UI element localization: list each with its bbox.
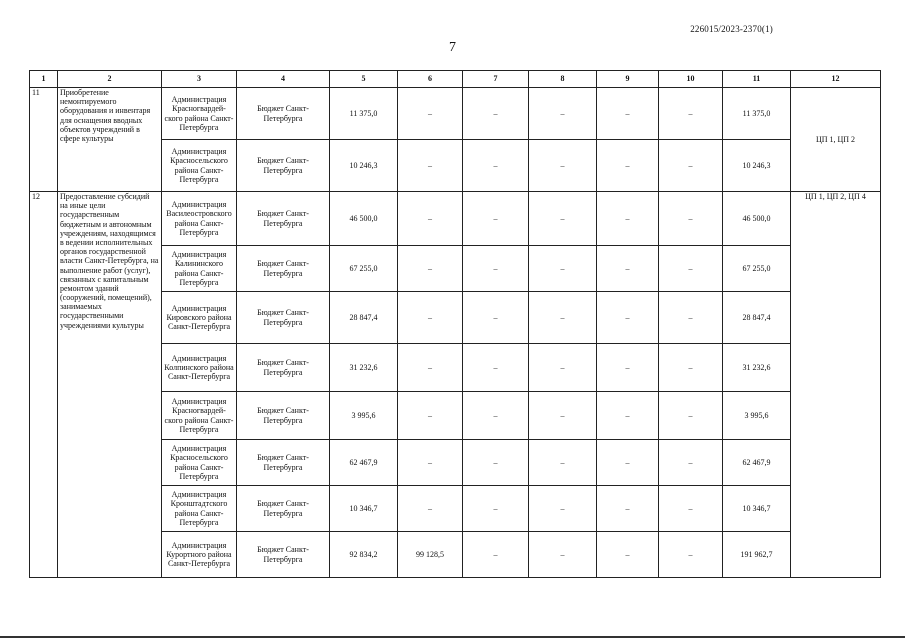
value-cell: – (398, 192, 463, 246)
executor-cell: Администрация Кронштадтского района Санкт-Петербурга (162, 486, 237, 532)
value-cell: 11 375,0 (330, 88, 398, 140)
column-header: 5 (330, 71, 398, 88)
executor-cell: Администрация Кировского района Санкт-Петербурга (162, 292, 237, 344)
empty-value-dash: – (463, 140, 529, 192)
funding-source-cell: Бюджет Санкт-Петербурга (237, 344, 330, 392)
empty-value-dash: – (597, 486, 659, 532)
page-number: 7 (449, 40, 456, 55)
empty-value-dash: – (463, 344, 529, 392)
total-cell: 3 995,6 (723, 392, 791, 440)
total-cell: 191 962,7 (723, 532, 791, 578)
target-indicator-code: ЦП 1, ЦП 2, ЦП 4 (791, 192, 881, 578)
empty-value-dash: – (463, 392, 529, 440)
value-cell: – (398, 486, 463, 532)
empty-value-dash: – (597, 140, 659, 192)
column-header: 7 (463, 71, 529, 88)
empty-value-dash: – (529, 486, 597, 532)
empty-value-dash: – (659, 292, 723, 344)
executor-cell: Администрация Василеостровского района Санкт-Петербурга (162, 192, 237, 246)
value-cell: – (398, 246, 463, 292)
funding-source-cell: Бюджет Санкт-Петербурга (237, 532, 330, 578)
total-cell: 28 847,4 (723, 292, 791, 344)
empty-value-dash: – (463, 532, 529, 578)
item-number: 12 (30, 192, 58, 578)
empty-value-dash: – (597, 344, 659, 392)
funding-source-cell: Бюджет Санкт-Петербурга (237, 486, 330, 532)
item-number: 11 (30, 88, 58, 192)
funding-source-cell: Бюджет Санкт-Петербурга (237, 292, 330, 344)
empty-value-dash: – (597, 532, 659, 578)
empty-value-dash: – (659, 392, 723, 440)
activity-name: Приобретение немонтируемого оборудования и инвентаря для оснащения вводных объектов учреждений в сфере культуры (58, 88, 162, 192)
column-header: 2 (58, 71, 162, 88)
total-cell: 67 255,0 (723, 246, 791, 292)
total-cell: 10 246,3 (723, 140, 791, 192)
value-cell: 62 467,9 (330, 440, 398, 486)
executor-cell: Администрация Калининского района Санкт-Петербурга (162, 246, 237, 292)
target-indicator-code: ЦП 1, ЦП 2 (791, 88, 881, 192)
value-cell: – (398, 292, 463, 344)
table-row (30, 88, 881, 140)
empty-value-dash: – (659, 140, 723, 192)
empty-value-dash: – (529, 140, 597, 192)
empty-value-dash: – (597, 88, 659, 140)
program-activities-table (29, 70, 881, 578)
empty-value-dash: – (659, 246, 723, 292)
column-header: 10 (659, 71, 723, 88)
total-cell: 10 346,7 (723, 486, 791, 532)
empty-value-dash: – (529, 440, 597, 486)
value-cell: 31 232,6 (330, 344, 398, 392)
column-header: 12 (791, 71, 881, 88)
value-cell: 10 346,7 (330, 486, 398, 532)
value-cell: 67 255,0 (330, 246, 398, 292)
value-cell: 3 995,6 (330, 392, 398, 440)
value-cell: – (398, 88, 463, 140)
empty-value-dash: – (659, 88, 723, 140)
empty-value-dash: – (463, 192, 529, 246)
executor-cell: Администрация Красногвардей-ского района Санкт-Петербурга (162, 88, 237, 140)
empty-value-dash: – (529, 88, 597, 140)
column-header: 8 (529, 71, 597, 88)
empty-value-dash: – (529, 532, 597, 578)
funding-source-cell: Бюджет Санкт-Петербурга (237, 140, 330, 192)
empty-value-dash: – (659, 344, 723, 392)
executor-cell: Администрация Красносельского района Санкт-Петербурга (162, 140, 237, 192)
funding-source-cell: Бюджет Санкт-Петербурга (237, 246, 330, 292)
empty-value-dash: – (529, 192, 597, 246)
value-cell: 99 128,5 (398, 532, 463, 578)
empty-value-dash: – (597, 392, 659, 440)
empty-value-dash: – (597, 192, 659, 246)
total-cell: 31 232,6 (723, 344, 791, 392)
empty-value-dash: – (463, 440, 529, 486)
empty-value-dash: – (597, 440, 659, 486)
empty-value-dash: – (597, 246, 659, 292)
column-header: 9 (597, 71, 659, 88)
empty-value-dash: – (529, 292, 597, 344)
value-cell: – (398, 440, 463, 486)
empty-value-dash: – (659, 486, 723, 532)
activity-name: Предоставление субсидий на иные цели государственным бюджетным и автономным учреждениям, находящимся в ведении исполнительных органов государственной власти Санкт-Петербурга, на выполнение работ (услуг), связанных с капитальным ремонтом зданий (сооружений, помещений), занимаемых государственными учреждениями культуры (58, 192, 162, 578)
empty-value-dash: – (659, 440, 723, 486)
empty-value-dash: – (463, 486, 529, 532)
empty-value-dash: – (463, 292, 529, 344)
funding-source-cell: Бюджет Санкт-Петербурга (237, 88, 330, 140)
empty-value-dash: – (659, 532, 723, 578)
table-row (30, 192, 881, 246)
empty-value-dash: – (463, 88, 529, 140)
total-cell: 62 467,9 (723, 440, 791, 486)
value-cell: 10 246,3 (330, 140, 398, 192)
empty-value-dash: – (529, 392, 597, 440)
document-registration-number: 226015/2023-2370(1) (690, 24, 773, 34)
value-cell: – (398, 140, 463, 192)
total-cell: 11 375,0 (723, 88, 791, 140)
value-cell: 28 847,4 (330, 292, 398, 344)
executor-cell: Администрация Колпинского района Санкт-Петербурга (162, 344, 237, 392)
column-header: 4 (237, 71, 330, 88)
total-cell: 46 500,0 (723, 192, 791, 246)
column-header: 11 (723, 71, 791, 88)
value-cell: 92 834,2 (330, 532, 398, 578)
column-header: 1 (30, 71, 58, 88)
funding-source-cell: Бюджет Санкт-Петербурга (237, 192, 330, 246)
empty-value-dash: – (529, 344, 597, 392)
column-header: 6 (398, 71, 463, 88)
page-bottom-border (0, 636, 905, 638)
value-cell: – (398, 392, 463, 440)
column-header: 3 (162, 71, 237, 88)
executor-cell: Администрация Курортного района Санкт-Петербурга (162, 532, 237, 578)
column-number-row (30, 71, 881, 88)
executor-cell: Администрация Красногвардей-ского района Санкт-Петербурга (162, 392, 237, 440)
empty-value-dash: – (463, 246, 529, 292)
empty-value-dash: – (597, 292, 659, 344)
funding-source-cell: Бюджет Санкт-Петербурга (237, 440, 330, 486)
empty-value-dash: – (659, 192, 723, 246)
value-cell: – (398, 344, 463, 392)
empty-value-dash: – (529, 246, 597, 292)
value-cell: 46 500,0 (330, 192, 398, 246)
funding-source-cell: Бюджет Санкт-Петербурга (237, 392, 330, 440)
executor-cell: Администрация Красносельского района Санкт-Петербурга (162, 440, 237, 486)
